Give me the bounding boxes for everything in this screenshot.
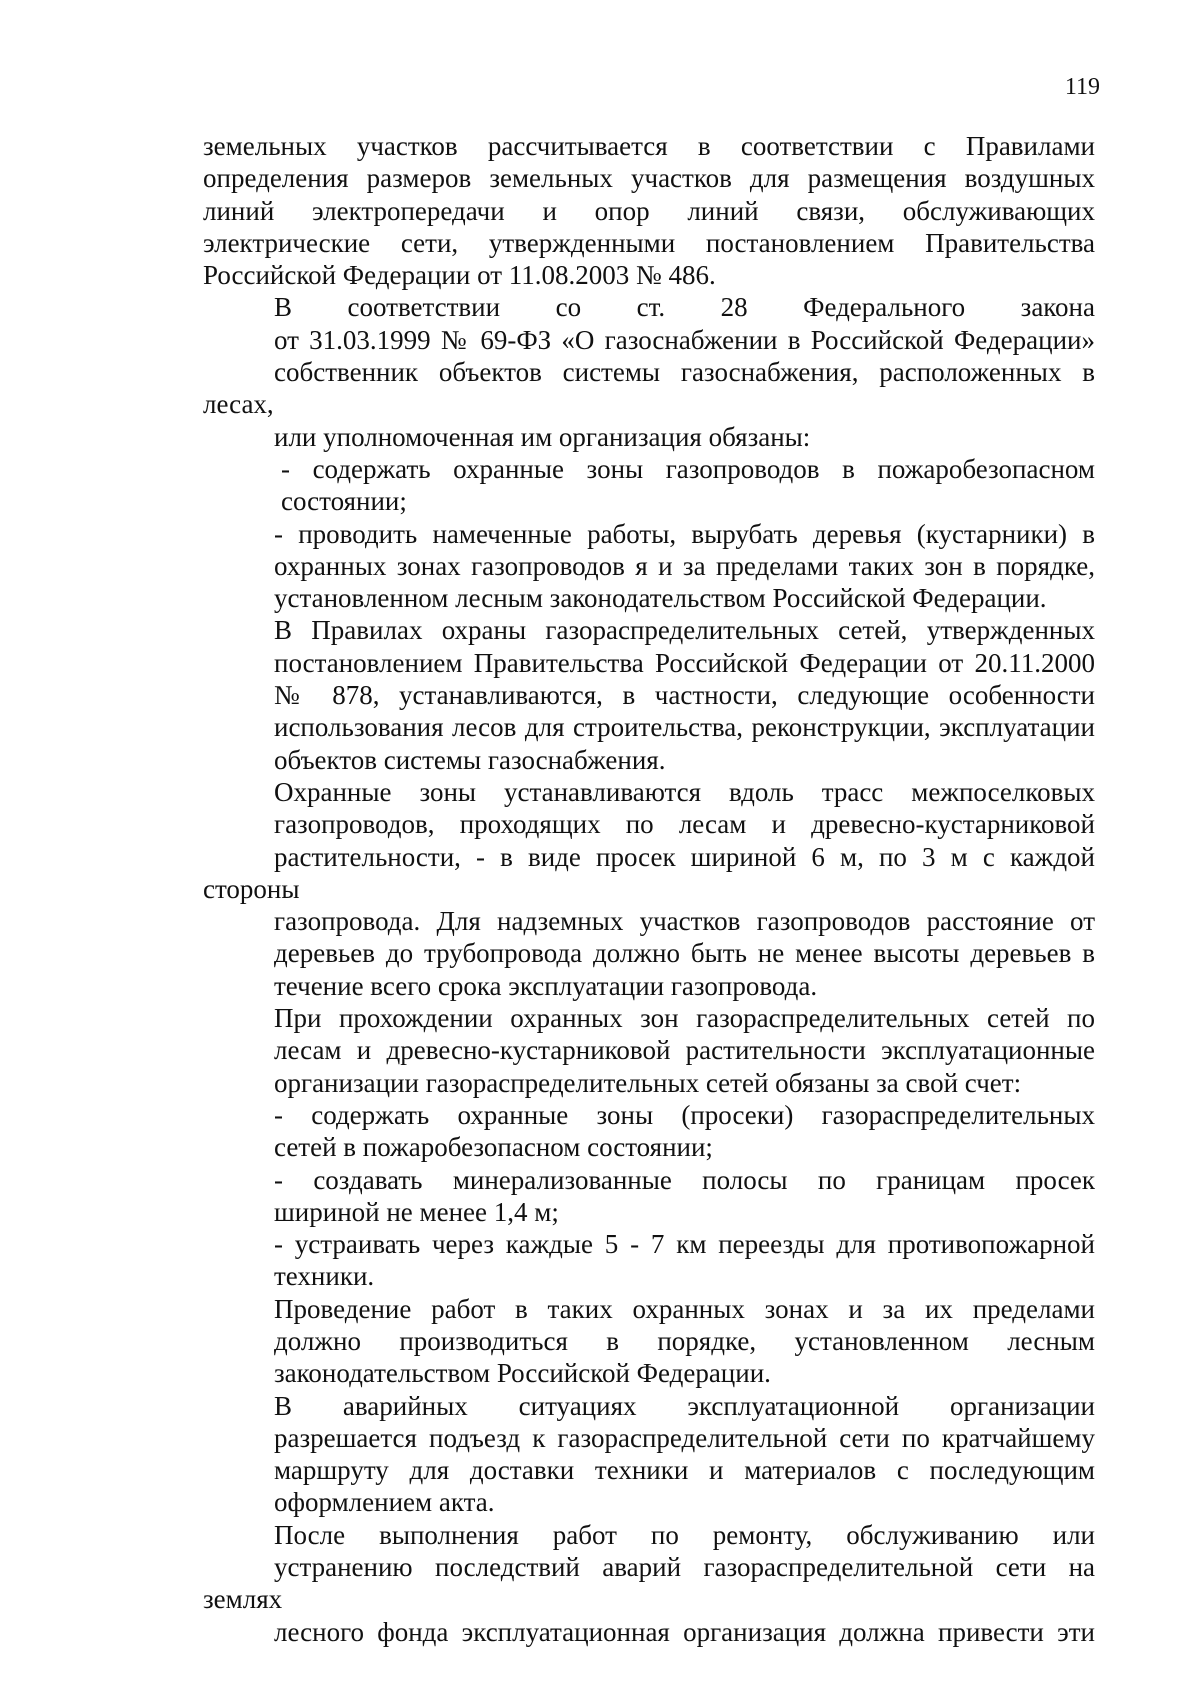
text-line: № 878, устанавливаются, в частности, следующие особенности [274, 680, 1095, 711]
paragraph [203, 1390, 1095, 1519]
text-line: - содержать охранные зоны (просеки) газораспределительных [274, 1099, 1095, 1130]
text-line: - устраивать через каждые 5 - 7 км переезды для противопожарной [274, 1229, 1095, 1260]
text-line: охранных зонах газопроводов я и за пределами таких зон в порядке, [274, 550, 1095, 581]
text-line: В Правилах охраны газораспределительных сетей, утвержденных [274, 615, 1095, 646]
text-line: собственник объектов системы газоснабжения, расположенных в лесах, [203, 357, 1095, 420]
text-line: шириной не менее 1,4 м; [274, 1196, 559, 1227]
text-line: После выполнения работ по ремонту, обслуживанию или [274, 1519, 1095, 1550]
text-line: техники. [274, 1261, 375, 1292]
text-line: - содержать охранные зоны газопроводов в пожаробезопасном [281, 453, 1095, 484]
page-number: 119 [1064, 74, 1100, 100]
text-line: При прохождении охранных зон газораспределительных сетей по [274, 1003, 1095, 1034]
text-line: газопроводов, проходящих по лесам и древесно-кустарниковой [274, 809, 1095, 840]
text-line: В соответствии со ст. 28 Федерального закона [274, 292, 1095, 323]
paragraph [203, 1099, 1095, 1164]
text-line: электрические сети, утвержденными постановлением Правительства [203, 227, 1095, 258]
text-line: или уполномоченная им организация обязаны: [274, 421, 811, 452]
text-line: устранению последствий аварий газораспределительной сети на землях [203, 1552, 1095, 1615]
paragraph [203, 776, 1095, 1002]
paragraph [203, 1293, 1095, 1390]
text-line: В аварийных ситуациях эксплуатационной организации [274, 1390, 1095, 1421]
text-line: использования лесов для строительства, реконструкции, эксплуатации [274, 712, 1095, 743]
paragraph [203, 291, 1095, 452]
text-line: Проведение работ в таких охранных зонах и за их пределами [274, 1293, 1095, 1324]
text-line: растительности, - в виде просек шириной 6 м, по 3 м с каждой стороны [203, 841, 1095, 904]
text-line: газопровода. Для надземных участков газопроводов расстояние от [274, 906, 1095, 937]
paragraph [203, 1164, 1095, 1229]
text-line: организации газораспределительных сетей обязаны за свой счет: [274, 1067, 1022, 1098]
paragraph [203, 1519, 1095, 1648]
text-line: от 31.03.1999 № 69-ФЗ «О газоснабжении в Российской Федерации» [274, 324, 1095, 355]
text-line: сетей в пожаробезопасном состоянии; [274, 1132, 713, 1163]
text-line: лесам и древесно-кустарниковой растительности эксплуатационные [274, 1035, 1095, 1066]
text-line: земельных участков рассчитывается в соответствии с Правилами [203, 131, 1095, 161]
text-line: законодательством Российской Федерации. [274, 1358, 771, 1389]
text-line: определения размеров земельных участков для размещения воздушных [203, 163, 1095, 194]
text-line: Российской Федерации от 11.08.2003 № 486. [203, 260, 716, 291]
text-line: течение всего срока эксплуатации газопровода. [274, 970, 818, 1001]
text-line: маршруту для доставки техники и материалов с последующим [274, 1455, 1095, 1486]
text-line: состоянии; [281, 486, 407, 517]
text-line: деревьев до трубопровода должно быть не менее высоты деревьев в [274, 938, 1095, 969]
text-line: - создавать минерализованные полосы по границам просек [274, 1164, 1095, 1195]
text-line: - проводить намеченные работы, вырубать деревья (кустарники) в [274, 518, 1095, 549]
text-line: постановлением Правительства Российской Федерации от 20.11.2000 [274, 647, 1095, 678]
document-body [203, 130, 1095, 1648]
text-line: разрешается подъезд к газораспределительной сети по кратчайшему [274, 1422, 1095, 1453]
text-line: линий электропередачи и опор линий связи, обслуживающих [203, 195, 1095, 226]
text-line: объектов системы газоснабжения. [274, 744, 666, 775]
paragraph [203, 1002, 1095, 1099]
paragraph [203, 614, 1095, 775]
text-line: лесного фонда эксплуатационная организация должна привести эти [274, 1616, 1095, 1647]
paragraph [203, 1228, 1095, 1293]
paragraph [203, 130, 1095, 291]
text-line: Охранные зоны устанавливаются вдоль трасс межпоселковых [274, 776, 1095, 807]
text-line: должно производиться в порядке, установленном лесным [274, 1325, 1095, 1356]
text-line: оформлением акта. [274, 1487, 495, 1518]
text-line: установленном лесным законодательством Российской Федерации. [274, 583, 1047, 614]
paragraph [203, 518, 1095, 615]
paragraph [203, 453, 1095, 518]
